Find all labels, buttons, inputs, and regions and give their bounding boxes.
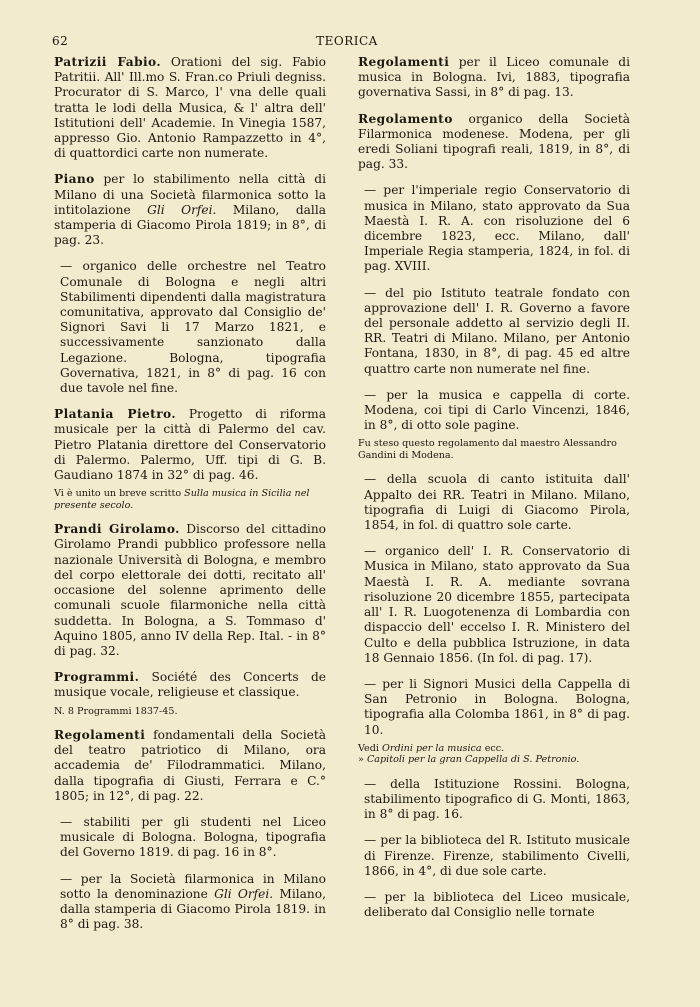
entry-text: — organico delle orchestre nel Teatro Comunale di Bologna e negli altri Stabilimenti dipendenti dalla magistratura comunitativa, approvato dal Consiglio de' Signori Savi li 17 Marzo 1821, e successivamente sanzionato dalla Legazione. Bologna, tipografia Governativa, 1821, in 8° di pag. 16 con due tavole nel fine.	[60, 259, 326, 396]
entry-scuola-canto	[358, 472, 630, 533]
note-cappella-corte	[358, 438, 630, 461]
note-platania	[54, 488, 326, 511]
entry-text: — del pio Istituto teatrale fondato con approvazione dell' I. R. Governo a favore del personale addetto al servizio degli II. RR. Teatri di Milano. Milano, per Antonio Fontana, 1830, in 8°, di pag. 45 ed altre quattro carte non numerate nel fine.	[364, 285, 630, 376]
entry-text: — per la biblioteca del Liceo musicale, deliberato dal Consiglio nelle tornate	[364, 889, 630, 920]
entry-text: — organico dell' I. R. Conservatorio di Musica in Milano, stato approvato da Sua Maestà I. R. A. mediante sovrana risoluzione 20 dicembre 1855, partecipata all' I. R. Luogotenenza di Lombardia con dispaccio dell' eccelso I. R. Ministero del Culto e della pubblica Istruzione, in data 18 Gennaio 1856. (In fol. di pag. 17).	[364, 544, 630, 665]
entry-text: Progetto di riforma musicale per la città di Palermo del cav. Pietro Platania direttore del Conservatorio di Palermo. Palermo, Uff. tipi di G. B. Gaudiano 1874 in 32° di pag. 46.	[54, 407, 326, 483]
entry-text: fondamentali della Società del teatro patriotico di Milano, ora accademia de' Filodrammatici. Milano, dalla tipografia di Giusti, Ferrara e C.° 1805; in 12°, di pag. 22.	[54, 728, 326, 803]
entry-stabiliti	[54, 815, 326, 861]
entry-heading: Platania Pietro.	[54, 407, 176, 422]
entry-text: — per la musica e cappella di corte. Modena, coi tipi di Carlo Vincenzi, 1846, in 8°, di otto sole pagine.	[364, 387, 630, 433]
entry-italic: Gli Orfei.	[147, 202, 217, 217]
note-italic: Ordini per la musica	[382, 742, 482, 754]
right-column	[358, 55, 630, 931]
running-head: TEORICA	[316, 34, 378, 48]
entry-istituzione-rossini	[358, 777, 630, 823]
entry-heading: Prandi Girolamo.	[54, 522, 180, 537]
entry-conservatorio-1855	[358, 544, 630, 666]
entry-platania	[54, 407, 326, 483]
entry-musici-petronio	[358, 677, 630, 738]
note-text: Vedi	[358, 742, 379, 754]
entry-biblioteca-liceo	[358, 890, 630, 920]
entry-heading: Regolamenti	[358, 55, 450, 69]
entry-text: Société des Concerts de musique vocale, religieuse et classique.	[54, 670, 326, 700]
note-text: Vi è unito un breve scritto	[54, 488, 182, 500]
entry-piano	[54, 172, 326, 248]
entry-text: per lo stabilimento nella città di Milano di una Società filarmonica sotto la intitolazione	[54, 172, 326, 217]
entry-pio-istituto	[358, 286, 630, 377]
entry-text: — stabiliti per gli studenti nel Liceo musicale di Bologna. Bologna, tipografia del Governo 1819. di pag. 16 in 8°.	[60, 815, 326, 860]
note-italic: Sulla musica in Sicilia nel presente secolo.	[54, 488, 310, 511]
note-text: Fu steso questo regolamento dal maestro Alessandro Gandini di Modena.	[358, 438, 617, 461]
note-italic: Capitoli per la gran Cappella di S. Petronio.	[366, 754, 580, 766]
entry-regolamento-organico	[358, 112, 630, 173]
page-number: 62	[52, 34, 69, 48]
entry-societa-filarmonica	[54, 872, 326, 933]
entry-text: Discorso del cittadino Girolamo Prandi pubblico professore nella nazionale Università di Bologna, e membro del corpo elettorale dei dotti, recitato all' occasione del solenne aprimento delle comunali scuole filarmoniche nella città suddetta. In Bologna, a S. Tommaso d' Aquino 1805, anno IV della Rep. Ital. - in 8° di pag. 32.	[54, 522, 327, 658]
note-text: ecc.	[484, 742, 505, 754]
entry-piano-organico	[54, 259, 326, 396]
entry-programmi	[54, 670, 326, 700]
entry-text: — per la Società filarmonica in Milano sotto la denominazione	[60, 871, 326, 901]
page-header	[52, 34, 642, 50]
entry-text: — della scuola di canto istituita dall' Appalto dei RR. Teatri in Milano. Milano, tipografia di Luigi di Giacomo Pirola, 1854, in fol. di quattro sole carte.	[364, 472, 630, 533]
entry-italic: Gli Orfei.	[214, 886, 274, 901]
entry-text: per il Liceo comunale di musica in Bologna. Ivi, 1883, tipografia governativa Sassi, in 8° di pag. 13.	[358, 55, 630, 100]
entry-prandi	[54, 522, 326, 659]
entry-text: — per la biblioteca del R. Istituto musicale di Firenze. Firenze, stabilimento Civelli, 1866, in 4°, di due sole carte.	[364, 833, 630, 878]
entry-text: — per l'imperiale regio Conservatorio di musica in Milano, stato approvato da Sua Maestà I. R. A. con risoluzione del 6 dicembre 1823, ecc. Milano, dall' Imperiale Regia stamperia, 1824, in fol. di pag. XVIII.	[364, 183, 630, 274]
entry-patrizii	[54, 55, 326, 161]
entry-text: Orationi del sig. Fabio Patritii. All' Ill.mo S. Fran.co Priuli degniss. Procurator di S. Marco, l' vna delle quali tratta le lodi della Musica, & l' altra dell' Istitutioni dell' Academie. In Vinegia 1587, appresso Gio. Antonio Rampazzetto in 4°, di quattordici carte non numerate.	[54, 55, 326, 161]
entry-text: — per li Signori Musici della Cappella di San Petronio in Bologna. Bologna, tipografia alla Colomba 1861, in 8° di pag. 10.	[364, 676, 630, 737]
entry-cappella-corte	[358, 388, 630, 434]
entry-text: — della Istituzione Rossini. Bologna, stabilimento tipografico di G. Monti, 1863, in 8° di pag. 16.	[364, 776, 630, 822]
entry-heading: Programmi.	[54, 670, 140, 685]
entry-text: Milano, dalla stamperia di Giacomo Pirola 1819; in 8°, di pag. 23.	[54, 202, 326, 248]
entry-text: organico della Società Filarmonica modenese. Modena, per gli eredi Soliani tipografi reali, 1819, in 8°, di pag. 33.	[358, 111, 630, 172]
entry-conservatorio-1823	[358, 183, 630, 274]
entry-text: Milano, dalla stamperia di Giacomo Pirola 1819. in 8° di pag. 38.	[60, 886, 326, 932]
note-vedi	[358, 743, 630, 766]
entry-heading: Regolamenti	[54, 728, 146, 743]
note-ditto-mark: »	[358, 754, 364, 766]
entry-regolamenti-liceo	[358, 55, 630, 101]
note-text: N. 8 Programmi 1837-45.	[54, 705, 178, 717]
entry-heading: Patrizii Fabio.	[54, 55, 161, 69]
note-programmi	[54, 706, 326, 718]
entry-heading: Regolamento	[358, 111, 453, 126]
entry-biblioteca-firenze	[358, 833, 630, 879]
entry-regolamenti-fondamentali	[54, 728, 326, 804]
left-column	[54, 55, 326, 943]
entry-heading: Piano	[54, 172, 95, 187]
